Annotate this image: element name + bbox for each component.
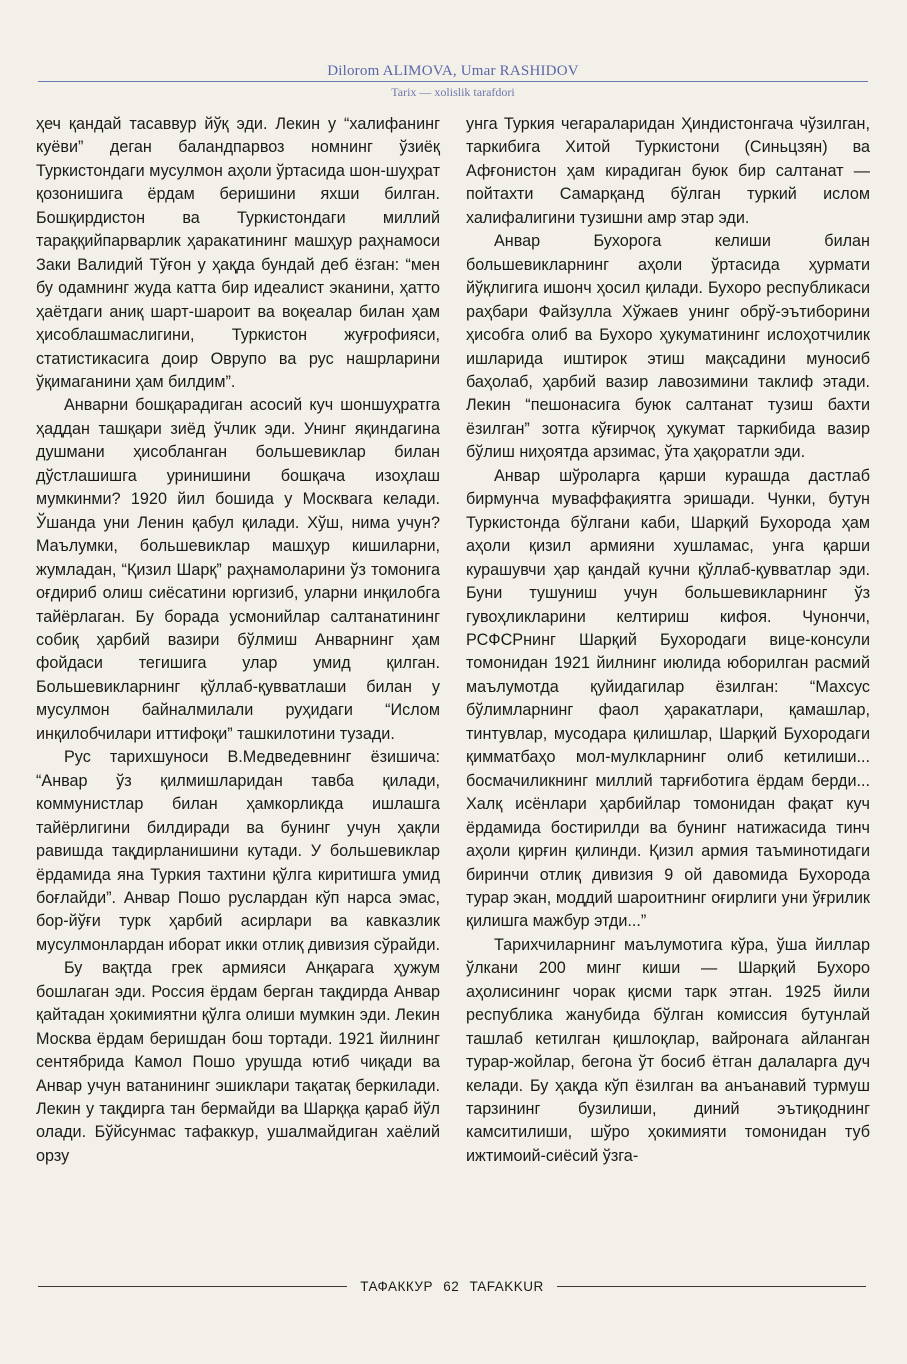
paragraph: Тарихчиларнинг маълумотига кўра, ўша йиллар ўлкани 200 минг киши — Шарқий Бухоро аҳолисининг чорак қисми тарк этган. 1925 йили республика жанубида бўлган комиссия бутунлай ташлаб кетилган қишлоқлар, вайронага айланган турар-жойлар, бегона ўт босиб ётган далаларга дуч келади. Бу ҳақда кўп ёзилган ва анъанавий турмуш тарзининг бузилиши, диний эътиқоднинг камситилиши, шўро ҳокимияти томонидан туб ижтимоий-сиёсий ўзга- xyxy=(466,935,870,1165)
paragraph: Анварни бошқарадиган асосий куч шоншуҳратга ҳаддан ташқари зиёд ўчлик эди. Унинг яқиндагина душмани ҳисобланган большевиклар билан дўстлашишга уринишини бошқача изоҳлаш мумкинми? 1920 йил бошида у Москвага келади. Ўшанда уни Ленин қабул қилади. Хўш, нима учун? Маълумки, большевиклар машҳур кишиларни, жумладан, “Қизил Шарқ” раҳнамоларини ўз томонига оғдириб олиш сиёсатини юргизиб, уларни инқилобга тайёрлаган. Бу борада усмонийлар салтанатининг собиқ ҳарбий вазири бўлмиш Анварнинг ҳам фойдаси тегишига улар умид қилган. Большевикларнинг қўллаб-қувватлаши билан у мусулмон байналмилали руҳидаги “Ислом инқилобчилари иттифоқи” ташкилотини тузади. xyxy=(36,396,440,743)
paragraph: Анвар шўроларга қарши курашда дастлаб бирмунча муваффақиятга эришади. Чунки, бутун Туркистонда бўлгани каби, Шарқий Бухорода ҳам аҳоли қизил армияни хушламас, унга қарши курашувчи ҳар қандай кучни қўллаб-қувватлар эди. Буни тушуниш учун большевикларнинг ўз гувоҳликларини келтириш кифоя. Чунончи, РСФСРнинг Шарқий Бухородаги вице-консули томонидан 1921 йилнинг июлида юборилган расмий маълумотда қуйидагилар ёзилган: “Махсус бўлимларнинг фаол ҳаракатлари, қамашлар, тинтувлар, мусодара қилишлар, Шарқий Бухородаги қимматбаҳо мол-мулкларнинг олиб кетилиши... босмачиликнинг миллий тарғиботига ёрдам берди... Халқ исёнлари ҳарбийлар томонидан фақат куч ёрдамида бостирилди ва бунинг натижасида тинч аҳоли қирғин қилинди. Қизил армия таъминотидаги биринчи отлиқ дивизия 9 ой давомида Бухорода турар экан, моддий шароитнинг оғирлиги уни ўғрилик қилишга мажбур этди...” xyxy=(466,466,870,931)
header-authors: Dilorom ALIMOVA, Umar RASHIDOV xyxy=(327,63,579,79)
right-column xyxy=(466,113,870,1168)
header-article-title: Tarix — xolislik tarafdori xyxy=(391,85,515,99)
footer-rule-right xyxy=(557,1286,866,1287)
page-footer xyxy=(38,1276,866,1296)
left-column xyxy=(36,113,440,1168)
paragraph: Бу вақтда грек армияси Анқарага ҳужум бошлаган эди. Россия ёрдам берган тақдирда Анвар қайтадан ҳокимиятни қўлга олиши мумкин эди. Лекин Москва ёрдам беришдан бош тортади. 1921 йилнинг сентябрида Камол Пошо урушда ютиб чиқади ва Анвар учун ватанининг эшиклари тақатақ беркилади. Лекин у тақдирга тан бермайди ва Шарққа қараб йўл олади. Бўйсунмас тафаккур, ушалмайдиган хаёлий орзу xyxy=(36,959,440,1165)
header-rule xyxy=(38,81,868,82)
paragraph: унга Туркия чегараларидан Ҳиндистонгача чўзилган, таркибига Хитой Туркистони (Синьцзян) ва Афғонистон ҳам кирадиган буюк бир салтанат — пойтахти Самарқанд бўлган туркий ислом халифалигини тузишни амр этар эди. xyxy=(466,115,870,227)
page-number: 62 xyxy=(443,1278,460,1294)
article-body xyxy=(36,113,870,1243)
footer-rule-left xyxy=(38,1286,347,1287)
footer-label xyxy=(347,1279,557,1294)
running-header xyxy=(38,62,868,100)
paragraph: Рус тарихшуноси В.Медведевнинг ёзишича: “Анвар ўз қилмишларидан тавба қилади, коммунистлар билан ҳамкорликда ишлашга тайёрлигини билдиради ва бунинг учун ҳақли равишда тақдирланишини кутади. У большевиклар ёрдамида яна Туркия тахтини қўлга киритишга умид боғлайди”. Анвар Пошо руслардан кўп нарса эмас, бор-йўғи турк ҳарбий асирлари ва кавказлик мусулмонлардан иборат икки отлиқ дивизия сўрайди. xyxy=(36,748,441,954)
paragraph: ҳеч қандай тасаввур йўқ эди. Лекин у “халифанинг куёви” деган баландпарвоз номнинг ўзиёқ Туркистондаги мусулмон аҳоли ўртасида шон-шуҳрат қозонишига ёрдам беришини яхши билган. Бошқирдистон ва Туркистондаги миллий тараққийпарварлик ҳаракатининг машҳур раҳнамоси Заки Валидий Тўғон у ҳақда бундай деб ёзган: “мен бу одамнинг жуда катта бир идеалист эканини, ҳатто ҳаётдаги аниқ шарт-шароит ва воқеалар билан ҳам ҳисоблашмаслигини, Туркистон жуғрофияси, статистикасига доир Оврупо ва рус нашрларини ўқимаганини ҳам билдим”. xyxy=(36,115,440,391)
footer-journal-name-cyrillic: ТАФАККУР xyxy=(360,1278,433,1294)
footer-journal-name-latin: TAFAKKUR xyxy=(469,1278,544,1294)
paragraph: Анвар Бухорога келиши билан большевикларнинг аҳоли ўртасида ҳурмати йўқлигига ишонч ҳосил қилади. Бухоро республикаси раҳбари Файзулла Хўжаев унинг обрў-эътиборини ҳисобга олиб ва Бухоро ҳукуматининг ислоҳотчилик ишларида иштирок этиш мақсадини муносиб баҳолаб, ҳарбий вазир лавозимини таклиф этади. Лекин “пешонасига буюк салтанат тузиш бахти ёзилган” зотга кўғирчоқ ҳукумат таркибида вазир бўлиш ниҳоятда арзимас, ўта ҳақоратли эди. xyxy=(466,232,870,462)
